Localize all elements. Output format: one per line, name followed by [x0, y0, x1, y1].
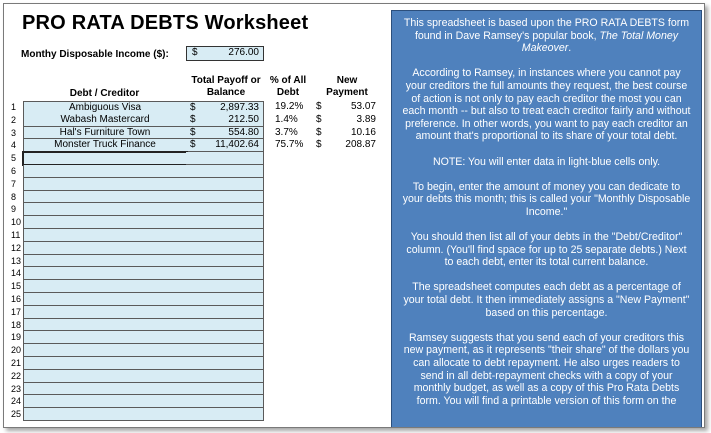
debt-name-cell[interactable]: [23, 395, 187, 408]
debt-name-cell[interactable]: Ambiguous Visa: [23, 101, 187, 115]
table-row: [23, 127, 265, 140]
payment-cell: [316, 267, 376, 280]
row-number: 9: [11, 204, 17, 215]
row-number: 20: [11, 345, 22, 356]
table-row: [23, 383, 265, 396]
instructions-panel: [391, 10, 702, 428]
balance-cell[interactable]: [186, 395, 264, 408]
table-row: [23, 255, 265, 268]
balance-cell[interactable]: [186, 319, 264, 332]
payment-cell: [316, 344, 376, 357]
balance-cell[interactable]: [186, 408, 264, 421]
row-number: 18: [11, 319, 22, 330]
percent-cell: [275, 370, 303, 383]
balance-value: 554.80: [228, 126, 259, 138]
income-value: 276.00: [228, 47, 259, 58]
debt-name-cell[interactable]: [23, 203, 187, 216]
table-row: [23, 408, 265, 421]
debt-name-cell[interactable]: [23, 344, 187, 357]
row-number: 6: [11, 165, 17, 176]
payment-cell: [316, 408, 376, 421]
balance-currency: $: [190, 113, 196, 125]
percent-cell: [275, 178, 303, 191]
percent-cell: 19.2%: [275, 101, 304, 112]
instructions-intro: This spreadsheet is based upon the PRO RATA DEBTS form found in Dave Ramsey's popular book, The Total Money Makeover.: [403, 17, 690, 55]
table-row: [23, 152, 265, 165]
row-number: 16: [11, 293, 22, 304]
table-row: [23, 203, 265, 216]
row-number: 15: [11, 281, 22, 292]
income-input-cell[interactable]: [186, 46, 264, 61]
balance-cell[interactable]: [186, 331, 264, 344]
balance-value: 212.50: [228, 113, 259, 125]
payment-value: 53.07: [350, 101, 376, 112]
debt-name-cell[interactable]: Wabash Mastercard: [23, 114, 187, 127]
balance-value: 11,402.64: [215, 139, 259, 151]
payment-cell: [316, 319, 376, 332]
debt-entry-grid: [23, 101, 265, 421]
payment-cell: [316, 306, 376, 319]
percent-cell: [275, 395, 303, 408]
debt-name-cell[interactable]: [23, 255, 187, 268]
income-currency: $: [192, 47, 198, 58]
worksheet-title: PRO RATA DEBTS Worksheet: [22, 12, 309, 34]
balance-cell[interactable]: [186, 191, 264, 204]
balance-cell[interactable]: [186, 344, 264, 357]
debt-name-cell[interactable]: [23, 357, 187, 370]
row-number: 10: [11, 217, 22, 228]
table-row: [23, 178, 265, 191]
row-number: 24: [11, 396, 22, 407]
percent-cell: [275, 203, 303, 216]
balance-currency: $: [190, 139, 196, 151]
row-number: 23: [11, 383, 22, 394]
payment-currency: $: [316, 126, 322, 138]
balance-cell[interactable]: [186, 203, 264, 216]
table-row: [23, 165, 265, 178]
debt-name-cell[interactable]: [23, 293, 187, 306]
percent-cell: 1.4%: [275, 113, 298, 125]
balance-cell[interactable]: [186, 139, 264, 152]
payment-cell: [316, 127, 376, 140]
row-number-column: [11, 101, 23, 421]
debt-name-cell[interactable]: [23, 370, 187, 383]
percent-cell: [275, 229, 303, 242]
payment-cell: [316, 255, 376, 268]
payment-cell: [316, 152, 376, 165]
payment-value: 3.89: [356, 113, 376, 125]
debt-name-cell[interactable]: [23, 306, 187, 319]
balance-cell[interactable]: [186, 216, 264, 229]
balance-cell[interactable]: [186, 370, 264, 383]
payment-cell: [316, 139, 376, 152]
debt-name-cell[interactable]: [23, 331, 187, 344]
balance-cell[interactable]: [186, 357, 264, 370]
header-debt-creditor: Debt / Creditor: [69, 88, 140, 99]
debt-name-cell[interactable]: [23, 178, 187, 191]
payment-cell: [316, 242, 376, 255]
payment-currency: $: [316, 139, 322, 151]
payment-value: 208.87: [345, 139, 376, 151]
debt-name-cell[interactable]: [23, 229, 187, 242]
table-row: [23, 139, 265, 152]
income-label: Monthy Disposable Income ($):: [21, 49, 169, 60]
payment-cell: [316, 395, 376, 408]
debt-name-cell[interactable]: [23, 216, 187, 229]
instructions-ramsey-advice: According to Ramsey, in instances where you cannot pay your creditors the full amounts they request, the best course of action is not only to pay each creditor the most you can each month -- but also to treat each creditor fairly and without preference. In other words, you want to pay each creditor an amount that's proportional to its share of your total debt.: [402, 67, 691, 143]
payment-cell: [316, 114, 376, 127]
table-row: [23, 242, 265, 255]
table-row: [23, 267, 265, 280]
instructions-step-income: To begin, enter the amount of money you can dedicate to your debts this month; this is called your "Monthly Disposable Income.": [402, 180, 691, 218]
table-row: [23, 114, 265, 127]
table-row: [23, 370, 265, 383]
row-number: 4: [11, 140, 17, 151]
balance-cell[interactable]: [186, 280, 264, 293]
row-number: 13: [11, 255, 22, 266]
payment-cell: [316, 357, 376, 370]
row-number: 19: [11, 332, 22, 343]
debt-name-cell[interactable]: [23, 152, 187, 165]
header-total-balance: Total Payoff or Balance: [191, 75, 261, 98]
table-row: [23, 344, 265, 357]
payment-cell: [316, 216, 376, 229]
payment-cell: [316, 293, 376, 306]
row-number: 8: [11, 191, 17, 202]
table-row: [23, 101, 265, 114]
table-row: [23, 395, 265, 408]
percent-cell: [275, 165, 303, 178]
debt-name-cell[interactable]: [23, 165, 187, 178]
percent-cell: [275, 306, 303, 319]
row-number: 5: [11, 153, 17, 164]
debt-name-cell[interactable]: [23, 242, 187, 255]
percent-cell: [275, 331, 303, 344]
balance-cell[interactable]: [186, 127, 264, 140]
balance-cell[interactable]: [186, 152, 264, 165]
row-number: 14: [11, 268, 22, 279]
balance-cell[interactable]: [186, 267, 264, 280]
debt-name-cell[interactable]: [23, 408, 187, 421]
payment-cell: [316, 383, 376, 396]
payment-column: [316, 101, 376, 421]
percent-column: [275, 101, 303, 421]
payment-cell: [316, 101, 376, 114]
payment-cell: [316, 370, 376, 383]
row-number: 1: [11, 102, 17, 112]
percent-cell: [275, 408, 303, 421]
percent-cell: [275, 280, 303, 293]
table-row: [23, 319, 265, 332]
table-row: [23, 331, 265, 344]
debt-name-cell[interactable]: [23, 191, 187, 204]
table-row: [23, 293, 265, 306]
payment-cell: [316, 331, 376, 344]
instructions-step-debts: You should then list all of your debts in the "Debt/Creditor" column. (You'll find space for up to 25 separate debts.) Next to each debt, enter its total current balance.: [406, 231, 687, 269]
percent-cell: [275, 344, 303, 357]
payment-currency: $: [316, 113, 322, 125]
balance-currency: $: [190, 102, 196, 113]
balance-cell[interactable]: [186, 165, 264, 178]
table-row: [23, 306, 265, 319]
percent-cell: [275, 383, 303, 396]
row-number: 12: [11, 242, 22, 253]
payment-cell: [316, 229, 376, 242]
percent-cell: [275, 216, 303, 229]
instructions-step-compute: The spreadsheet computes each debt as a percentage of your total debt. It then immediately assigns a "New Payment" based on this percentage.: [403, 281, 690, 319]
table-row: [23, 216, 265, 229]
row-number: 22: [11, 370, 22, 381]
debt-name-cell[interactable]: [23, 280, 187, 293]
balance-cell[interactable]: [186, 383, 264, 396]
header-pct-debt: % of All Debt: [269, 75, 307, 98]
percent-cell: [275, 293, 303, 306]
table-row: [23, 191, 265, 204]
payment-cell: [316, 178, 376, 191]
instructions-step-send: Ramsey suggests that you send each of your creditors this new payment, as it represents "their share" of the dollars you can allocate to debt repayment. He also urges readers to send in all debt-repayment checks with a copy of your monthly budget, as well as a copy of this Pro Rata Debts form. You will find a printable version of this form on the: [403, 331, 690, 407]
balance-cell[interactable]: [186, 242, 264, 255]
payment-cell: [316, 191, 376, 204]
balance-cell[interactable]: [186, 255, 264, 268]
table-row: [23, 357, 265, 370]
percent-cell: [275, 152, 303, 165]
row-number: 17: [11, 306, 22, 317]
balance-currency: $: [190, 126, 196, 138]
balance-cell[interactable]: [186, 178, 264, 191]
debt-name-cell[interactable]: [23, 319, 187, 332]
payment-cell: [316, 280, 376, 293]
balance-value: 2,897.33: [220, 102, 259, 113]
debt-name-cell[interactable]: Monster Truck Finance: [23, 139, 187, 152]
book-title: The Total Money Makeover: [521, 29, 679, 55]
row-number: 2: [11, 114, 17, 125]
percent-cell: [275, 267, 303, 280]
instructions-note: NOTE: You will enter data in light-blue cells only.: [432, 155, 661, 168]
row-number: 11: [11, 229, 21, 240]
percent-cell: 75.7%: [275, 139, 304, 151]
worksheet-window: [3, 3, 705, 428]
row-number: 3: [11, 127, 17, 138]
header-new-payment: New Payment: [326, 75, 368, 98]
debt-name-cell[interactable]: [23, 383, 187, 396]
row-number: 21: [11, 357, 22, 368]
payment-cell: [316, 165, 376, 178]
percent-cell: [275, 242, 303, 255]
table-row: [23, 280, 265, 293]
payment-cell: [316, 203, 376, 216]
percent-cell: [275, 191, 303, 204]
debt-name-cell[interactable]: [23, 267, 187, 280]
debt-name-cell[interactable]: Hal's Furniture Town: [23, 127, 187, 140]
balance-cell[interactable]: [186, 114, 264, 127]
percent-cell: [275, 357, 303, 370]
percent-cell: [275, 319, 303, 332]
balance-cell[interactable]: [186, 293, 264, 306]
row-number: 7: [11, 178, 17, 189]
table-row: [23, 229, 265, 242]
balance-cell[interactable]: [186, 306, 264, 319]
payment-value: 10.16: [350, 126, 376, 138]
percent-cell: 3.7%: [275, 126, 298, 138]
balance-cell[interactable]: [186, 101, 264, 115]
balance-cell[interactable]: [186, 229, 264, 242]
payment-currency: $: [316, 101, 322, 112]
percent-cell: [275, 255, 303, 268]
row-number: 25: [11, 409, 22, 420]
